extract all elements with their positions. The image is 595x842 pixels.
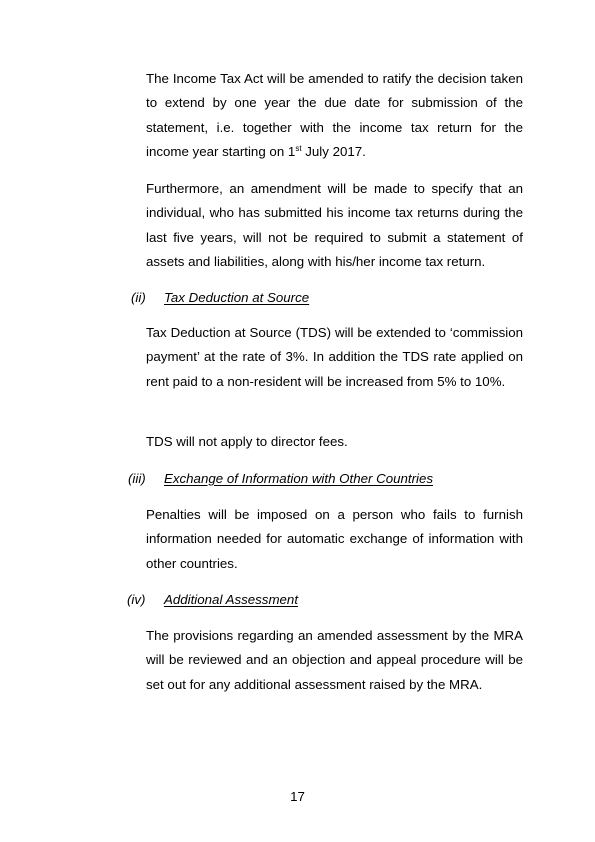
- paragraph-text-end: July 2017.: [301, 143, 366, 159]
- ordinal-superscript: st: [295, 143, 302, 153]
- section-number: (ii): [131, 290, 146, 305]
- paragraph-text: The Income Tax Act will be amended to ratify the decision taken to extend by one year the due date for submission of the statement, i.e. together with the income tax return for the income year starting on 1: [146, 71, 523, 159]
- paragraph-amended-assessment: The provisions regarding an amended assessment by the MRA will be reviewed and an objection and appeal procedure will be set out for any additional assessment raised by the MRA.: [146, 628, 523, 692]
- section-number: (iv): [127, 592, 146, 607]
- section-title: Exchange of Information with Other Countries: [164, 471, 434, 486]
- paragraph-penalties: Penalties will be imposed on a person who fails to furnish information needed for automatic exchange of information with other countries.: [146, 507, 523, 571]
- paragraph-tds-extension: Tax Deduction at Source (TDS) will be extended to ‘commission payment’ at the rate of 3%. In addition the TDS rate applied on rent paid to a non-resident will be increased from 5% to 10%.: [146, 325, 523, 389]
- section-title: Additional Assessment: [164, 592, 299, 607]
- paragraph-statement-exemption: Furthermore, an amendment will be made to specify that an individual, who has submitted his income tax returns during the last five years, will not be required to submit a statement of assets and liabilities, along with his/her income tax return.: [146, 181, 523, 269]
- section-number: (iii): [128, 471, 146, 486]
- page-number: 17: [290, 789, 305, 804]
- section-title: Tax Deduction at Source: [164, 290, 310, 305]
- paragraph-income-tax-act-amendment: [146, 67, 523, 164]
- paragraph-tds-director-fees: TDS will not apply to director fees.: [146, 434, 348, 449]
